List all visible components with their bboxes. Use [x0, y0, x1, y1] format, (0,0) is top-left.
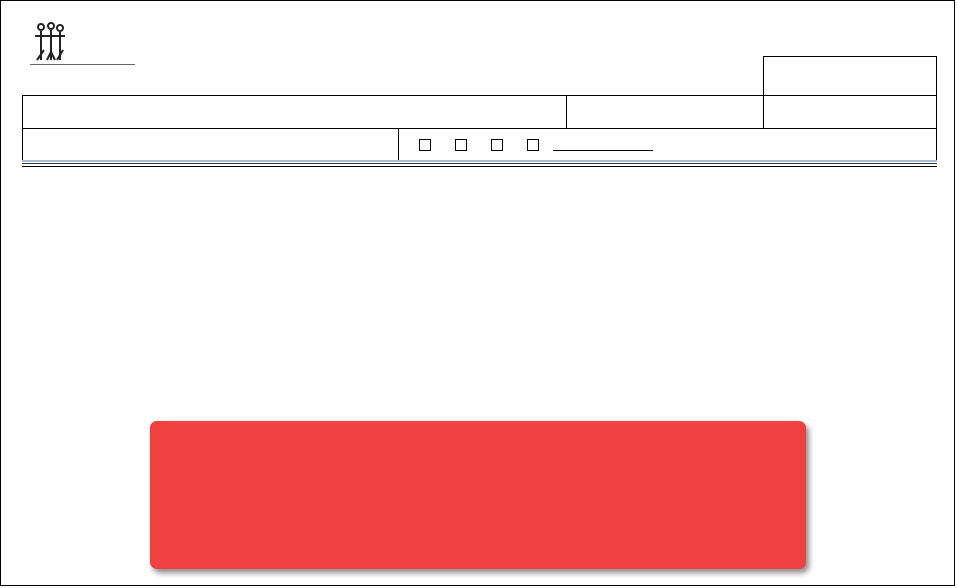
initial-checkbox[interactable]: [419, 139, 431, 151]
dshs-figures-icon: [32, 22, 68, 62]
dshs-logo: [30, 22, 135, 82]
complaint-number-field[interactable]: [553, 138, 653, 151]
full-checkbox[interactable]: [455, 139, 467, 151]
complaint-checkbox[interactable]: [527, 139, 539, 151]
alis-help-popup[interactable]: [150, 421, 806, 569]
visit-type-row: [405, 138, 653, 151]
follow-up-checkbox[interactable]: [491, 139, 503, 151]
